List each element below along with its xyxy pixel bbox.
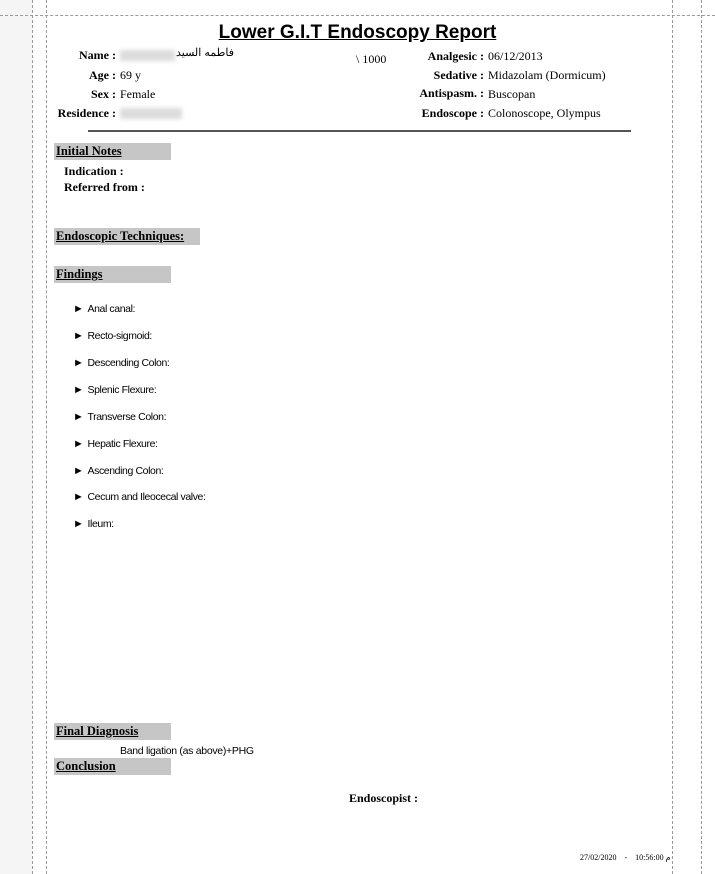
arrow-right-icon: ► [73, 303, 84, 315]
finding-item: ► Transverse Colon: [73, 411, 167, 423]
final-diagnosis-text: Band ligation (as above)+PHG [120, 745, 254, 757]
finding-item: ► Recto-sigmoid: [73, 330, 152, 342]
analgesic-value: 06/12/2013 [488, 49, 543, 63]
arrow-right-icon: ► [73, 330, 84, 342]
residence-redacted [120, 108, 182, 119]
finding-item: ► Ileum: [73, 518, 114, 530]
sex-value: Female [120, 87, 156, 101]
arrow-right-icon: ► [73, 411, 84, 423]
name-label: Name : [79, 48, 116, 62]
referred-from-label: Referred from : [64, 180, 145, 194]
residence-label: Residence : [57, 106, 116, 120]
sex-label: Sex : [91, 87, 116, 101]
arrow-right-icon: ► [73, 465, 84, 477]
footer-separator: - [624, 853, 628, 862]
finding-item: ► Ascending Colon: [73, 465, 164, 477]
footer-date: 27/02/2020 [580, 853, 617, 862]
margin-guide-top [0, 15, 715, 16]
margin-guide-right [672, 0, 673, 874]
indication-label: Indication : [64, 164, 124, 178]
endoscopist-label: Endoscopist : [348, 791, 418, 805]
finding-item: ► Hepatic Flexure: [73, 438, 158, 450]
initial-notes-heading: Initial Notes [54, 143, 171, 160]
final-diagnosis-heading: Final Diagnosis [54, 723, 171, 740]
name-value: فاطمه السيد [176, 47, 234, 59]
report-title: Lower G.I.T Endoscopy Report [218, 22, 497, 43]
arrow-right-icon: ► [73, 357, 84, 369]
sedative-value: Midazolam (Dormicum) [488, 68, 606, 82]
antispasm-label: Antispasm. : [419, 86, 484, 100]
age-label: Age : [89, 68, 116, 82]
margin-guide-left [32, 0, 33, 874]
findings-heading: Findings [54, 266, 171, 283]
sedative-label: Sedative : [433, 68, 484, 82]
endoscope-label: Endoscope : [421, 106, 484, 120]
age-value: 69 y [120, 68, 141, 82]
finding-item: ► Anal canal: [73, 303, 136, 315]
margin-guide-inner-left [46, 0, 47, 874]
arrow-right-icon: ► [73, 518, 84, 530]
finding-item: ► Descending Colon: [73, 357, 170, 369]
finding-item: ► Cecum and Ileocecal valve: [73, 491, 206, 503]
endoscope-value: Colonoscope, Olympus [488, 106, 601, 120]
footer-timestamp [580, 853, 671, 862]
header-divider [88, 130, 631, 132]
arrow-right-icon: ► [73, 384, 84, 396]
antispasm-value: Buscopan [488, 87, 536, 101]
arrow-right-icon: ► [73, 438, 84, 450]
arrow-right-icon: ► [73, 491, 84, 503]
left-gutter [0, 0, 32, 874]
footer-time: 10:56:00 م [635, 853, 671, 862]
analgesic-label: Analgesic : [427, 49, 484, 63]
patient-id: \ 1000 [356, 52, 387, 66]
techniques-heading: Endoscopic Techniques: [54, 228, 200, 245]
margin-guide-outer-right [701, 0, 702, 874]
finding-item: ► Splenic Flexure: [73, 384, 157, 396]
conclusion-heading: Conclusion [54, 758, 171, 775]
name-redacted [120, 50, 175, 61]
